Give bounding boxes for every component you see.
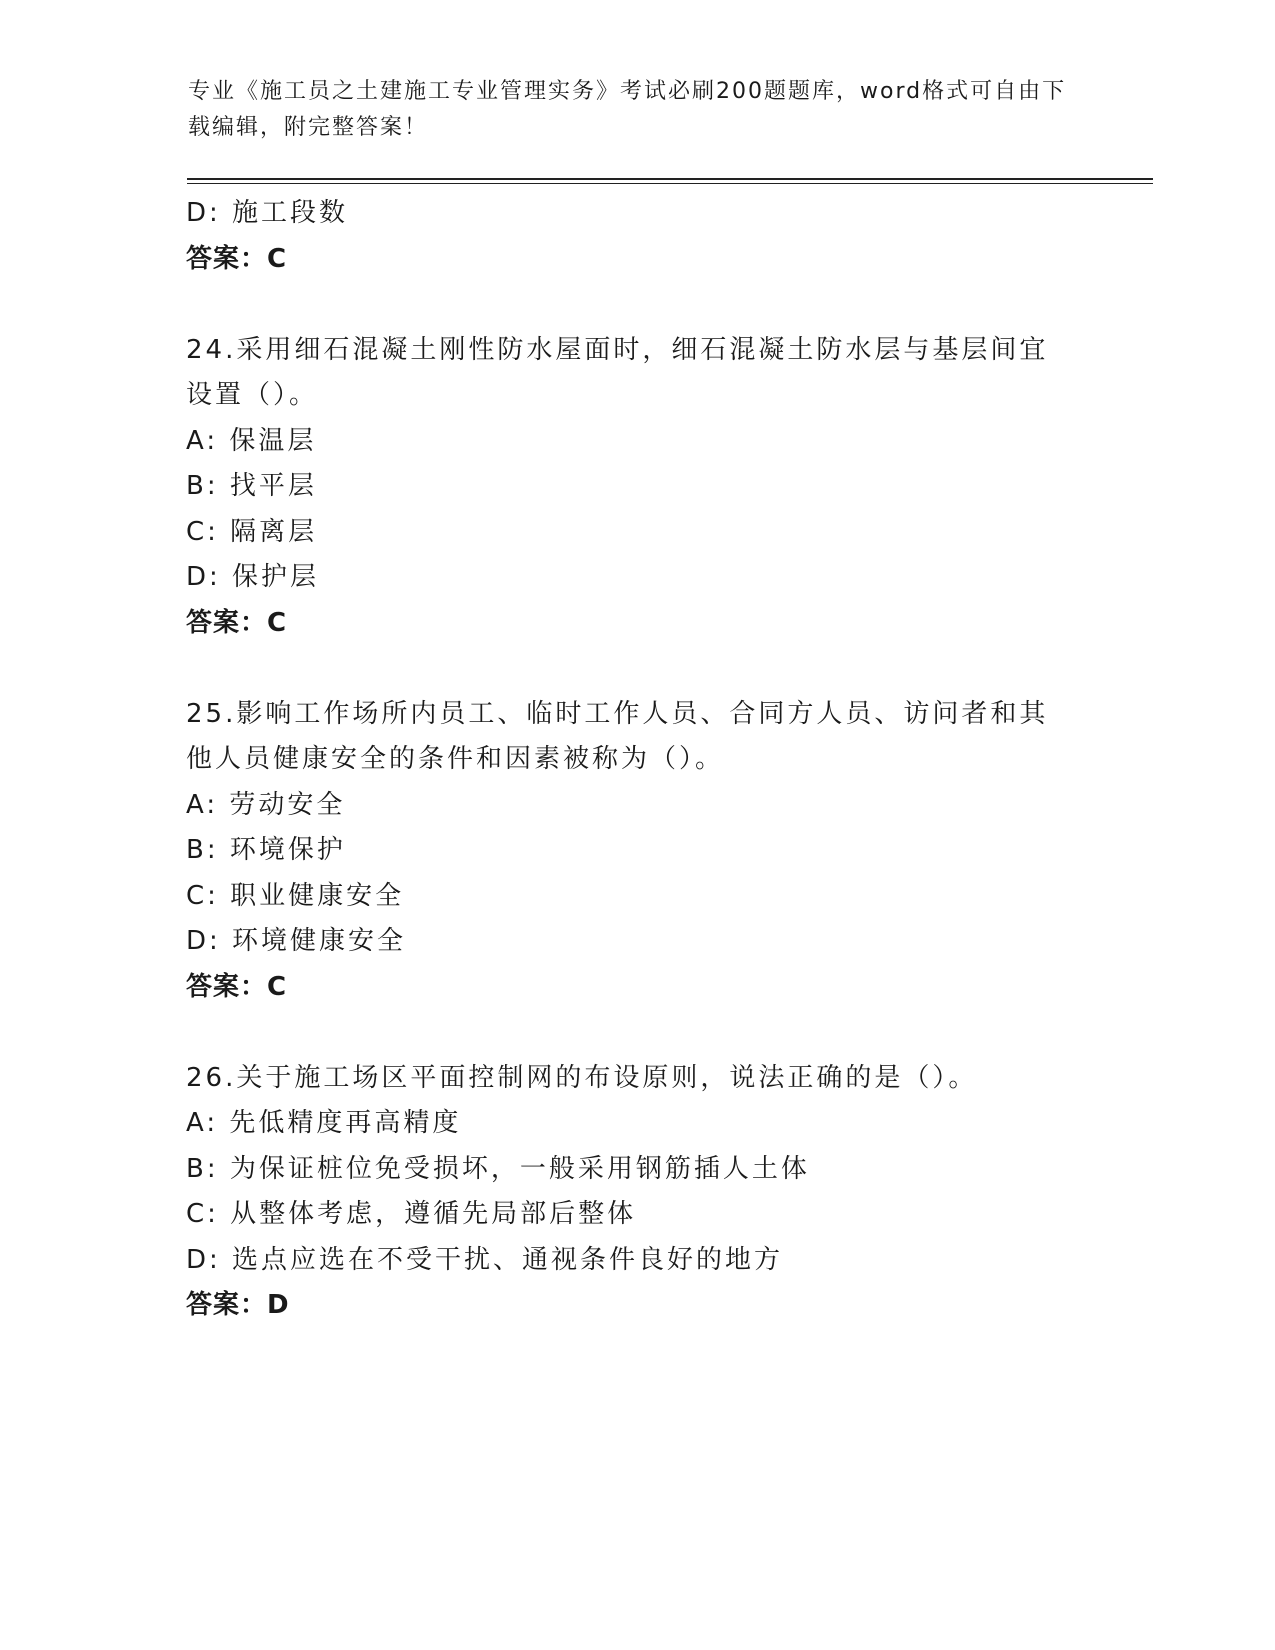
option-c: C: 隔离层 [186, 516, 318, 547]
option-a: A: 保温层 [186, 425, 317, 456]
previous-question-answer: 答案：C [186, 243, 288, 274]
option-b: B: 环境保护 [186, 835, 346, 865]
option-b: B: 找平层 [186, 471, 317, 501]
question-answer: 答案：D [186, 1290, 290, 1320]
previous-question-option-d: D: 施工段数 [186, 198, 349, 228]
question-answer: 答案：C [186, 607, 288, 638]
header-divider-thin [187, 183, 1153, 184]
question-content [186, 191, 1086, 1329]
option-c: C: 职业健康安全 [186, 880, 405, 911]
option-b: B: 为保证桩位免受损坏，一般采用钢筋插人土体 [186, 1153, 810, 1184]
option-d: D: 选点应选在不受干扰、通视条件良好的地方 [186, 1244, 784, 1275]
spacer [186, 646, 1086, 692]
document-header: 专业《施工员之土建施工专业管理实务》考试必刷200题题库，word格式可自由下载编辑，附完整答案！ [188, 79, 1067, 140]
question-stem: 26.关于施工场区平面控制网的布设原则，说法正确的是（）。 [186, 1062, 978, 1093]
question-stem: 25.影响工作场所内员工、临时工作人员、合同方人员、访问者和其他人员健康安全的条件和因素被称为（）。 [186, 698, 1049, 774]
option-d: D: 保护层 [186, 562, 320, 592]
question-26 [186, 1056, 1086, 1329]
spacer [186, 282, 1086, 328]
question-answer: 答案：C [186, 971, 288, 1002]
option-a: A: 劳动安全 [186, 789, 346, 820]
option-a: A: 先低精度再高精度 [186, 1108, 462, 1138]
question-24 [186, 328, 1086, 647]
header-divider-thick [187, 178, 1153, 180]
option-d: D: 环境健康安全 [186, 926, 407, 956]
spacer [186, 1010, 1086, 1056]
question-stem: 24.采用细石混凝土刚性防水屋面时，细石混凝土防水层与基层间宜设置（）。 [186, 334, 1049, 410]
question-25 [186, 692, 1086, 1011]
option-c: C: 从整体考虑，遵循先局部后整体 [186, 1199, 637, 1229]
